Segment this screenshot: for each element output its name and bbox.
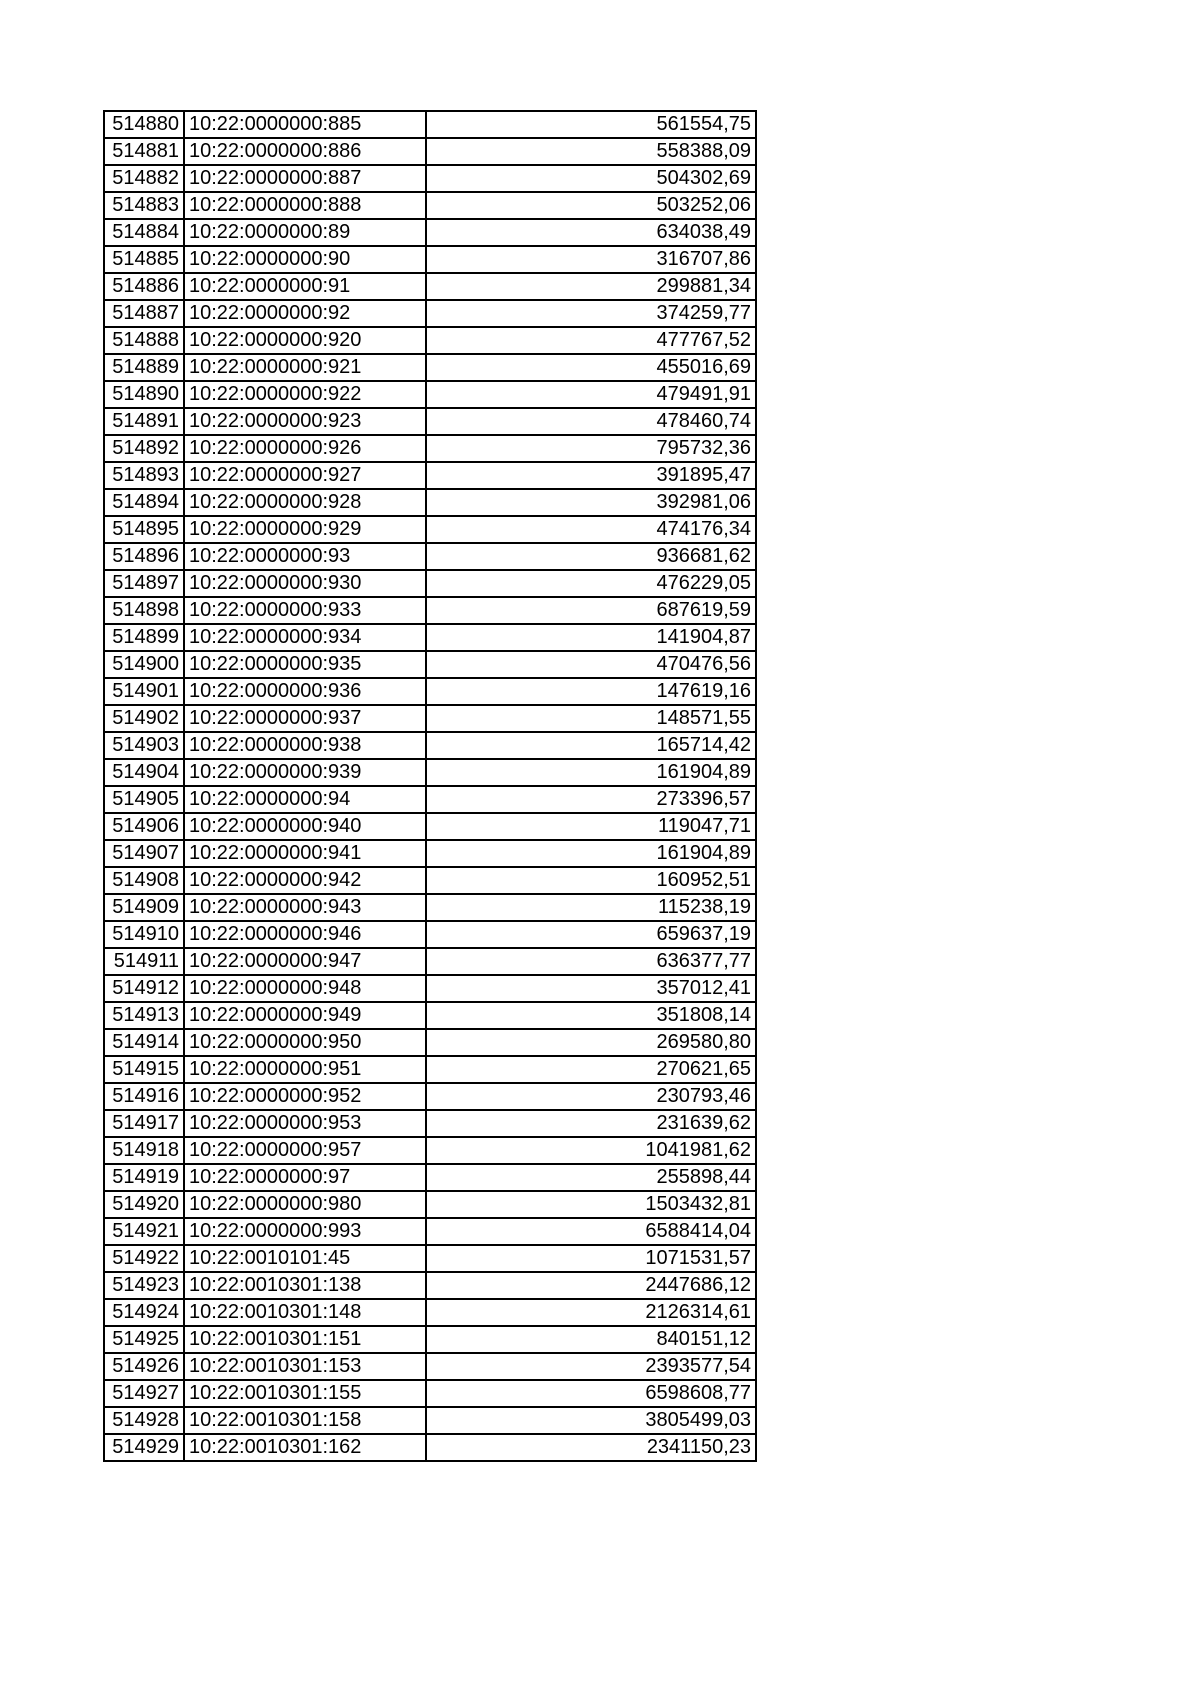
cadastral-number-cell: 10:22:0000000:93 bbox=[184, 543, 426, 570]
cadastral-number-cell: 10:22:0000000:920 bbox=[184, 327, 426, 354]
table-row bbox=[104, 813, 756, 840]
value-cell: 357012,41 bbox=[426, 975, 756, 1002]
value-cell: 161904,89 bbox=[426, 840, 756, 867]
value-cell: 936681,62 bbox=[426, 543, 756, 570]
value-cell: 391895,47 bbox=[426, 462, 756, 489]
cadastral-number-cell: 10:22:0000000:940 bbox=[184, 813, 426, 840]
table-row bbox=[104, 273, 756, 300]
row-number-cell: 514915 bbox=[104, 1056, 184, 1083]
table-row bbox=[104, 759, 756, 786]
value-cell: 115238,19 bbox=[426, 894, 756, 921]
row-number-cell: 514890 bbox=[104, 381, 184, 408]
table-row bbox=[104, 300, 756, 327]
cadastral-number-cell: 10:22:0000000:97 bbox=[184, 1164, 426, 1191]
cadastral-number-cell: 10:22:0000000:928 bbox=[184, 489, 426, 516]
cadastral-number-cell: 10:22:0000000:950 bbox=[184, 1029, 426, 1056]
table-row bbox=[104, 1407, 756, 1434]
table-row bbox=[104, 1299, 756, 1326]
table-row bbox=[104, 894, 756, 921]
value-cell: 231639,62 bbox=[426, 1110, 756, 1137]
row-number-cell: 514913 bbox=[104, 1002, 184, 1029]
table-row bbox=[104, 1056, 756, 1083]
table-row bbox=[104, 381, 756, 408]
table-row bbox=[104, 327, 756, 354]
row-number-cell: 514887 bbox=[104, 300, 184, 327]
value-cell: 476229,05 bbox=[426, 570, 756, 597]
cadastral-number-cell: 10:22:0000000:938 bbox=[184, 732, 426, 759]
value-cell: 161904,89 bbox=[426, 759, 756, 786]
row-number-cell: 514904 bbox=[104, 759, 184, 786]
table-row bbox=[104, 1164, 756, 1191]
row-number-cell: 514891 bbox=[104, 408, 184, 435]
table-row bbox=[104, 543, 756, 570]
row-number-cell: 514893 bbox=[104, 462, 184, 489]
cadastral-number-cell: 10:22:0000000:923 bbox=[184, 408, 426, 435]
value-cell: 230793,46 bbox=[426, 1083, 756, 1110]
value-cell: 392981,06 bbox=[426, 489, 756, 516]
table-row bbox=[104, 219, 756, 246]
table-row bbox=[104, 624, 756, 651]
row-number-cell: 514889 bbox=[104, 354, 184, 381]
value-cell: 374259,77 bbox=[426, 300, 756, 327]
value-cell: 840151,12 bbox=[426, 1326, 756, 1353]
cadastral-number-cell: 10:22:0000000:951 bbox=[184, 1056, 426, 1083]
cadastral-number-cell: 10:22:0010301:138 bbox=[184, 1272, 426, 1299]
table-row bbox=[104, 948, 756, 975]
table-row bbox=[104, 408, 756, 435]
value-cell: 558388,09 bbox=[426, 138, 756, 165]
table-row bbox=[104, 138, 756, 165]
value-cell: 316707,86 bbox=[426, 246, 756, 273]
row-number-cell: 514905 bbox=[104, 786, 184, 813]
cadastral-number-cell: 10:22:0000000:934 bbox=[184, 624, 426, 651]
row-number-cell: 514924 bbox=[104, 1299, 184, 1326]
row-number-cell: 514906 bbox=[104, 813, 184, 840]
cadastral-number-cell: 10:22:0000000:953 bbox=[184, 1110, 426, 1137]
cadastral-number-cell: 10:22:0000000:933 bbox=[184, 597, 426, 624]
value-cell: 160952,51 bbox=[426, 867, 756, 894]
row-number-cell: 514881 bbox=[104, 138, 184, 165]
table-row bbox=[104, 1380, 756, 1407]
value-cell: 6598608,77 bbox=[426, 1380, 756, 1407]
row-number-cell: 514888 bbox=[104, 327, 184, 354]
row-number-cell: 514917 bbox=[104, 1110, 184, 1137]
cadastral-number-cell: 10:22:0000000:886 bbox=[184, 138, 426, 165]
row-number-cell: 514914 bbox=[104, 1029, 184, 1056]
row-number-cell: 514895 bbox=[104, 516, 184, 543]
cadastral-number-cell: 10:22:0000000:947 bbox=[184, 948, 426, 975]
row-number-cell: 514918 bbox=[104, 1137, 184, 1164]
value-cell: 2341150,23 bbox=[426, 1434, 756, 1461]
row-number-cell: 514882 bbox=[104, 165, 184, 192]
row-number-cell: 514903 bbox=[104, 732, 184, 759]
table-row bbox=[104, 975, 756, 1002]
cadastral-number-cell: 10:22:0000000:937 bbox=[184, 705, 426, 732]
cadastral-number-cell: 10:22:0000000:90 bbox=[184, 246, 426, 273]
cadastral-number-cell: 10:22:0000000:927 bbox=[184, 462, 426, 489]
value-cell: 455016,69 bbox=[426, 354, 756, 381]
row-number-cell: 514923 bbox=[104, 1272, 184, 1299]
row-number-cell: 514910 bbox=[104, 921, 184, 948]
row-number-cell: 514929 bbox=[104, 1434, 184, 1461]
cadastral-number-cell: 10:22:0000000:939 bbox=[184, 759, 426, 786]
row-number-cell: 514909 bbox=[104, 894, 184, 921]
cadastral-number-cell: 10:22:0000000:952 bbox=[184, 1083, 426, 1110]
cadastral-number-cell: 10:22:0000000:92 bbox=[184, 300, 426, 327]
table-row bbox=[104, 1218, 756, 1245]
value-cell: 269580,80 bbox=[426, 1029, 756, 1056]
cadastral-number-cell: 10:22:0000000:926 bbox=[184, 435, 426, 462]
row-number-cell: 514880 bbox=[104, 111, 184, 138]
cadastral-number-cell: 10:22:0000000:929 bbox=[184, 516, 426, 543]
table-row bbox=[104, 111, 756, 138]
row-number-cell: 514885 bbox=[104, 246, 184, 273]
value-cell: 504302,69 bbox=[426, 165, 756, 192]
row-number-cell: 514896 bbox=[104, 543, 184, 570]
row-number-cell: 514921 bbox=[104, 1218, 184, 1245]
cadastral-number-cell: 10:22:0010301:151 bbox=[184, 1326, 426, 1353]
table-row bbox=[104, 1272, 756, 1299]
value-cell: 119047,71 bbox=[426, 813, 756, 840]
value-cell: 255898,44 bbox=[426, 1164, 756, 1191]
value-cell: 148571,55 bbox=[426, 705, 756, 732]
table-row bbox=[104, 1002, 756, 1029]
table-row bbox=[104, 1110, 756, 1137]
cadastral-number-cell: 10:22:0000000:941 bbox=[184, 840, 426, 867]
table-row bbox=[104, 1137, 756, 1164]
table-row bbox=[104, 246, 756, 273]
table-row bbox=[104, 732, 756, 759]
value-cell: 1071531,57 bbox=[426, 1245, 756, 1272]
cadastral-number-cell: 10:22:0000000:94 bbox=[184, 786, 426, 813]
table-row bbox=[104, 867, 756, 894]
data-table bbox=[103, 110, 757, 1462]
cadastral-number-cell: 10:22:0000000:89 bbox=[184, 219, 426, 246]
row-number-cell: 514886 bbox=[104, 273, 184, 300]
table-row bbox=[104, 1083, 756, 1110]
value-cell: 2447686,12 bbox=[426, 1272, 756, 1299]
table-row bbox=[104, 489, 756, 516]
cadastral-number-cell: 10:22:0000000:91 bbox=[184, 273, 426, 300]
value-cell: 659637,19 bbox=[426, 921, 756, 948]
value-cell: 470476,56 bbox=[426, 651, 756, 678]
value-cell: 273396,57 bbox=[426, 786, 756, 813]
value-cell: 6588414,04 bbox=[426, 1218, 756, 1245]
value-cell: 2393577,54 bbox=[426, 1353, 756, 1380]
row-number-cell: 514883 bbox=[104, 192, 184, 219]
row-number-cell: 514925 bbox=[104, 1326, 184, 1353]
row-number-cell: 514919 bbox=[104, 1164, 184, 1191]
cadastral-number-cell: 10:22:0000000:922 bbox=[184, 381, 426, 408]
row-number-cell: 514897 bbox=[104, 570, 184, 597]
table-row bbox=[104, 1245, 756, 1272]
value-cell: 351808,14 bbox=[426, 1002, 756, 1029]
table-row bbox=[104, 840, 756, 867]
row-number-cell: 514902 bbox=[104, 705, 184, 732]
value-cell: 270621,65 bbox=[426, 1056, 756, 1083]
cadastral-number-cell: 10:22:0000000:935 bbox=[184, 651, 426, 678]
cadastral-number-cell: 10:22:0000000:993 bbox=[184, 1218, 426, 1245]
row-number-cell: 514927 bbox=[104, 1380, 184, 1407]
row-number-cell: 514899 bbox=[104, 624, 184, 651]
value-cell: 1503432,81 bbox=[426, 1191, 756, 1218]
row-number-cell: 514901 bbox=[104, 678, 184, 705]
value-cell: 795732,36 bbox=[426, 435, 756, 462]
row-number-cell: 514908 bbox=[104, 867, 184, 894]
value-cell: 1041981,62 bbox=[426, 1137, 756, 1164]
row-number-cell: 514884 bbox=[104, 219, 184, 246]
cadastral-number-cell: 10:22:0010101:45 bbox=[184, 1245, 426, 1272]
cadastral-number-cell: 10:22:0010301:158 bbox=[184, 1407, 426, 1434]
value-cell: 478460,74 bbox=[426, 408, 756, 435]
table-row bbox=[104, 786, 756, 813]
cadastral-number-cell: 10:22:0010301:148 bbox=[184, 1299, 426, 1326]
value-cell: 561554,75 bbox=[426, 111, 756, 138]
row-number-cell: 514922 bbox=[104, 1245, 184, 1272]
value-cell: 299881,34 bbox=[426, 273, 756, 300]
cadastral-number-cell: 10:22:0000000:948 bbox=[184, 975, 426, 1002]
value-cell: 636377,77 bbox=[426, 948, 756, 975]
table-row bbox=[104, 921, 756, 948]
cadastral-number-cell: 10:22:0000000:980 bbox=[184, 1191, 426, 1218]
table-row bbox=[104, 165, 756, 192]
cadastral-number-cell: 10:22:0000000:936 bbox=[184, 678, 426, 705]
table-row bbox=[104, 570, 756, 597]
table-body bbox=[104, 111, 756, 1461]
value-cell: 2126314,61 bbox=[426, 1299, 756, 1326]
cadastral-number-cell: 10:22:0000000:921 bbox=[184, 354, 426, 381]
table-row bbox=[104, 516, 756, 543]
value-cell: 147619,16 bbox=[426, 678, 756, 705]
table-row bbox=[104, 651, 756, 678]
row-number-cell: 514900 bbox=[104, 651, 184, 678]
row-number-cell: 514894 bbox=[104, 489, 184, 516]
cadastral-number-cell: 10:22:0000000:942 bbox=[184, 867, 426, 894]
value-cell: 165714,42 bbox=[426, 732, 756, 759]
table-row bbox=[104, 1326, 756, 1353]
cadastral-number-cell: 10:22:0010301:153 bbox=[184, 1353, 426, 1380]
value-cell: 687619,59 bbox=[426, 597, 756, 624]
cadastral-number-cell: 10:22:0000000:885 bbox=[184, 111, 426, 138]
table-row bbox=[104, 597, 756, 624]
row-number-cell: 514898 bbox=[104, 597, 184, 624]
row-number-cell: 514920 bbox=[104, 1191, 184, 1218]
cadastral-number-cell: 10:22:0000000:957 bbox=[184, 1137, 426, 1164]
table-row bbox=[104, 705, 756, 732]
table-row bbox=[104, 678, 756, 705]
row-number-cell: 514926 bbox=[104, 1353, 184, 1380]
cadastral-number-cell: 10:22:0000000:949 bbox=[184, 1002, 426, 1029]
cadastral-number-cell: 10:22:0000000:887 bbox=[184, 165, 426, 192]
row-number-cell: 514928 bbox=[104, 1407, 184, 1434]
table-row bbox=[104, 192, 756, 219]
row-number-cell: 514916 bbox=[104, 1083, 184, 1110]
value-cell: 477767,52 bbox=[426, 327, 756, 354]
row-number-cell: 514912 bbox=[104, 975, 184, 1002]
cadastral-number-cell: 10:22:0000000:930 bbox=[184, 570, 426, 597]
value-cell: 141904,87 bbox=[426, 624, 756, 651]
cadastral-number-cell: 10:22:0000000:943 bbox=[184, 894, 426, 921]
table-row bbox=[104, 435, 756, 462]
table-row bbox=[104, 462, 756, 489]
table-row bbox=[104, 1029, 756, 1056]
value-cell: 479491,91 bbox=[426, 381, 756, 408]
table-row bbox=[104, 1434, 756, 1461]
row-number-cell: 514892 bbox=[104, 435, 184, 462]
value-cell: 3805499,03 bbox=[426, 1407, 756, 1434]
table-row bbox=[104, 1353, 756, 1380]
table-row bbox=[104, 354, 756, 381]
cadastral-number-cell: 10:22:0000000:888 bbox=[184, 192, 426, 219]
row-number-cell: 514911 bbox=[104, 948, 184, 975]
cadastral-number-cell: 10:22:0010301:155 bbox=[184, 1380, 426, 1407]
row-number-cell: 514907 bbox=[104, 840, 184, 867]
cadastral-number-cell: 10:22:0000000:946 bbox=[184, 921, 426, 948]
table-row bbox=[104, 1191, 756, 1218]
value-cell: 634038,49 bbox=[426, 219, 756, 246]
value-cell: 474176,34 bbox=[426, 516, 756, 543]
value-cell: 503252,06 bbox=[426, 192, 756, 219]
cadastral-number-cell: 10:22:0010301:162 bbox=[184, 1434, 426, 1461]
